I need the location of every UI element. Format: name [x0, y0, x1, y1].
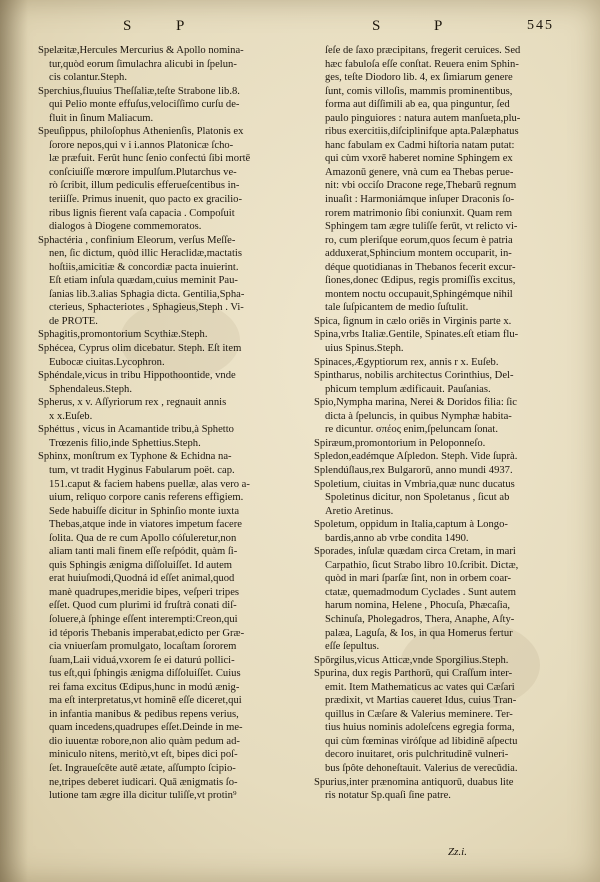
text-line: Thebas,atque inde in viatores impetum facere — [49, 519, 242, 531]
text-line: tum, vt tradit Hyginus Fabularum poët. cap. — [49, 464, 235, 476]
text-line: Sphéttus , vicus in Acamantide tribu,à Sphetto — [38, 424, 234, 436]
text-line: aliam tanti mali finem eſſe reſpódit, quàm ſi- — [49, 546, 238, 558]
text-line: eſſe ſepultus. — [325, 641, 380, 653]
text-line: forma aut diſſimili ab ea, qua pinguntur, ſed — [325, 99, 510, 111]
text-line: hanc fabulam ex Cadmi hiſtoria natam putat: — [325, 139, 515, 151]
text-line: Spoletum, oppidum in Italia,captum à Longo- — [314, 519, 508, 531]
text-line: adduxerat,Sphincium montem occuparit, in- — [325, 248, 512, 260]
text-line: tus eſt,qui ſphingis ænigma diſſoluiſſet. Cuius — [49, 668, 241, 680]
text-line: lutione tam ægre illa dicitur tuliſſe,vt protin⁹ — [49, 790, 237, 802]
text-line: Aretio Aretinus. — [325, 505, 394, 517]
text-line: Spōrgilus,vicus Atticæ,vnde Sporgilius.Steph. — [314, 654, 509, 666]
text-line: ſeſe de ſaxo præcipitans, fregerit ceruices. Sed — [325, 45, 521, 56]
text-line: Spio,Nympha marina, Nerei & Doridos filia: ſic — [314, 397, 518, 409]
text-line: paulo pinguiores : natura autem manſueta,plu- — [325, 112, 521, 124]
text-line: tius huius nominis adoleſcens egregia forma, — [325, 722, 515, 734]
text-line: rorem matrimonio ſibi coniunxit. Quam rem — [325, 207, 513, 219]
text-line: conſciuiſſe mœrore impulſum.Plutarchus ve- — [49, 166, 237, 178]
text-line: Spherus, x v. Aſſyriorum rex , regnauit annis — [38, 397, 227, 409]
text-line: ne,tripes deberet iudicari. Quā ænigmatis ſo- — [49, 776, 238, 788]
left-text-column — [38, 44, 308, 803]
text-line: emit. Item Mathematicus ac vates qui Cæſari — [325, 681, 515, 693]
text-line: hæc fabuloſa eſſe conſtat. Reuera enim Sphin- — [325, 58, 519, 70]
header-left-letter-1: S — [123, 18, 134, 34]
text-line: uius Spinus.Steph. — [325, 343, 404, 355]
text-line: dicta à ſpeluncis, in quibus Nymphæ habita- — [325, 410, 512, 422]
text-line: de PROTE. — [49, 315, 98, 327]
text-line: quam incedens,quadrupes eſſet.Deinde in me- — [49, 722, 243, 734]
text-line: Spurius,inter prænomina antiquorū, duabus lite — [314, 776, 514, 788]
text-line: in infantia manibus & pedibus repens verius, — [49, 708, 239, 720]
text-line: Schinuſa, Pholegadros, Thera, Anaphe, Aſty- — [325, 613, 515, 625]
text-line: qui Pelio monte effuſus,velociſſimo curſu de- — [49, 99, 240, 111]
text-line: ſunt, comis villoſis, mammis prominentibus, — [325, 85, 513, 97]
text-line: decoro inuitaret, oris pulchritudinē vulneri- — [325, 749, 509, 761]
text-line: erat huiuſmodi,Quodná id eſſet animal,quod — [49, 573, 235, 585]
text-line: Splendúſlaus,rex Bulgarorū, anno mundi 4937. — [314, 464, 513, 476]
text-line: hoſtiis,amicitiæ & concordiæ pacta inuierint. — [49, 261, 239, 273]
text-line: eſſet. Quod cum plurimi id fruſtrà conati diſ- — [49, 600, 237, 612]
text-line: Carpathio, ſicut Strabo libro 10.ſcribit. Dictæ, — [325, 559, 519, 571]
text-line: cterieus, Sphacteriotes , Sphagieus,Steph . Vi- — [49, 302, 244, 314]
text-line: nen, ſic dictum, quòd illic Heraclidæ,mactatis — [49, 248, 242, 260]
text-line: miniculo nitens, meritò,vt eſt, bipes dici poſ- — [49, 749, 238, 761]
text-line: ctatæ, quemadmodum Cyclades . Sunt autem — [325, 586, 516, 598]
text-line: Sphagitis,promontorium Scythiæ.Steph. — [38, 329, 208, 341]
text-line: cia vniuerſam promulgato, locaſtam ſororem — [49, 641, 237, 653]
text-line: Spledon,eadémque Aſpledon. Steph. Vide ſuprà. — [314, 451, 518, 463]
text-line: dialogos à Diogene commemoratos. — [49, 221, 202, 233]
text-line: ma eſt interpretatus,vt hominē eſſe diceret,qui — [49, 695, 242, 707]
text-line: Spelæitæ,Hercules Mercurius & Apollo nomina- — [38, 45, 244, 56]
text-line: ſoluere,à ſphinge eſſent interempti:Creon,qui — [49, 613, 238, 625]
text-line: qui cùm vxorē haberet nomine Sphingem ex — [325, 153, 513, 165]
page-number: 545 — [527, 18, 554, 33]
text-line: quillus in Cæſare & Valerius meminere. Ter- — [325, 708, 513, 720]
text-line: ges, teſte Diodoro lib. 4, ex ſimiarum genere — [325, 72, 513, 84]
text-line: re dicuntur. σπέος enim,ſpeluncam ſonat. — [325, 424, 498, 436]
text-line: Sphendaleus.Steph. — [49, 383, 132, 395]
text-line: harum nomina, Helene , Phocuſa, Phæcaſia, — [325, 600, 511, 612]
text-line: phicum templum ædificauit. Pauſanias. — [325, 383, 491, 395]
text-line: Spoletium, ciuitas in Vmbria,quæ nunc ducatus — [314, 478, 515, 490]
text-line: cis colantur.Steph. — [49, 72, 127, 84]
text-line: Sphéndale,vicus in tribu Hippothoontide, vnde — [38, 370, 236, 382]
text-line: ris notatur Sp.quaſi ſine patre. — [325, 790, 451, 802]
text-line: Speuſippus, philoſophus Athenienſis, Platonis ex — [38, 126, 244, 138]
text-line: id téporis Thebanis imperabat,edicto per Græ- — [49, 627, 245, 639]
text-line: Trœzenis filio,inde Sphettius.Steph. — [49, 437, 201, 449]
text-line: Spina,vrbs Italiæ.Gentile, Spinates.eſt etiam flu- — [314, 329, 519, 341]
text-line: ſiones,donec Œdipus, regis promiſſis excitus, — [325, 275, 516, 287]
text-line: Sphingem tam ægre tuliſſe ferūt, vt relicto vi- — [325, 221, 518, 233]
text-line: 151.caput & faciem habens puellæ, alas vero a- — [49, 478, 250, 490]
text-line: Spica, ſignum in cælo oriēs in Virginis parte x. — [314, 315, 512, 327]
text-line: manè quadrupes,meridie bipes, veſperi tripes — [49, 586, 240, 598]
signature-mark: Zz.i. — [448, 846, 467, 858]
text-line: Eſt etiam inſula quædam,cuius meminit Pau- — [49, 275, 238, 287]
text-line: uium, reliquo corpore canis referens effigiem. — [49, 492, 244, 504]
spine-shadow — [0, 0, 28, 882]
header-right-letter-2: P — [434, 18, 445, 34]
text-line: Spoletinus dicitur, non Spoletanus , ſicut ab — [325, 492, 510, 504]
text-line: Sperchius,fluuius Theſſaliæ,teſte Strabone lib.8. — [38, 85, 240, 97]
text-line: Sphécea, Cyprus olim dicebatur. Steph. Eſt item — [38, 343, 242, 355]
text-line: quis Sphingis ænigma diſſoluiſſet. Id autem — [49, 559, 233, 571]
text-line: teriiſſe. Primus inuenit, quo pacto ex gracilio- — [49, 194, 242, 206]
text-line: prædixit, vt Martias caueret Idus, cuius Tran- — [325, 695, 517, 707]
text-line: ſorore nepos,qui v i i.annos Platonicæ ſcho- — [49, 139, 234, 151]
text-line: ſuam,Laii viduá,vxorem ſe ei daturú pollici- — [49, 654, 235, 666]
text-line: nit: vbi occiſo Dracone rege,Thebarū regnum — [325, 180, 517, 192]
text-line: Spintharus, nobilis architectus Corinthius, Del- — [314, 370, 514, 382]
text-line: x x.Euſeb. — [49, 410, 93, 422]
text-line: ribus lignis fierent vaſa capacia . Compoſuit — [49, 207, 235, 219]
text-line: Spurina, dux regis Parthorū, qui Craſſum inter- — [314, 668, 513, 680]
text-line: Spiræum,promontorium in Peloponneſo. — [314, 437, 486, 449]
text-line: quòd in mari ſparſæ ſint, non in orbem coar- — [325, 573, 512, 585]
header-left-letter-2: P — [176, 18, 187, 34]
text-line: ſet. Ingraueſcēte autē ætate, aſſumpto ſcipio- — [49, 762, 236, 774]
right-text-column — [314, 44, 576, 803]
text-line: rei fama excitus Œdipus,hunc in modú ænig- — [49, 681, 240, 693]
text-line: inuaſit : Harmoniámque inſuper Draconis ſo- — [325, 194, 515, 206]
text-line: Spinaces,Ægyptiorum rex, annis r x. Euſeb. — [314, 356, 499, 368]
text-line: Amazonū genere, vnà cum ea Thebas perue- — [325, 166, 514, 178]
header-right-letter-1: S — [372, 18, 383, 34]
text-line: Eubocæ ciuitas.Lycophron. — [49, 356, 165, 368]
text-line: dio iuuentæ robore,non alio quàm pedum ad- — [49, 735, 240, 747]
text-line: bus ſpôte dehoneſtauit. Valerius de verecūdia. — [325, 762, 518, 774]
text-line: Sporades, inſulæ quædam circa Cretam, in mari — [314, 546, 516, 558]
text-line: ſolita. Qua de re cum Apollo cóſuleretur,non — [49, 532, 237, 544]
text-line: Sphinx, monſtrum ex Typhone & Echidna na- — [38, 451, 232, 463]
text-line: rò ſcribit, illum pediculis efferueſcentibus in- — [49, 180, 240, 192]
text-line: tur,quòd eorum ſimulachra alicubi in ſpelun- — [49, 58, 237, 70]
text-line: Sphactéria , confinium Eleorum, verſus Meſſe- — [38, 234, 236, 246]
text-line: tale ſuſpicantem de medio ſuſtulit. — [325, 302, 469, 314]
text-line: palæa, Laguſa, & Ios, in qua Homerus fertur — [325, 627, 513, 639]
running-header — [0, 18, 600, 42]
text-line: læ præfuit. Ferût hunc ſenio confectú ſibi mortē — [49, 153, 251, 165]
text-line: Sede habuiſſe dicitur in Sphinſio monte iuxta — [49, 505, 240, 517]
text-line: ro, cum pleriſque eorum,quos ſecum è patria — [325, 234, 513, 246]
text-line: bardis,anno ab vrbe condita 1490. — [325, 532, 469, 544]
text-line: ribus exercitiis,diſciplinifque apta.Palæphatus — [325, 126, 519, 138]
text-line: qui cùm fœminas viróſque ad libidinē aſpectu — [325, 735, 518, 747]
text-line: fluit in ſinum Maliacum. — [49, 112, 154, 124]
text-line: montem noctu occupauit,Sphingémque nihil — [325, 288, 513, 300]
text-line: déque quotidianas in Thebanos fecerit excur- — [325, 261, 516, 273]
text-line: ſanias lib.3.alias Sphagia dicta. Gentilia,Spha- — [49, 288, 245, 300]
